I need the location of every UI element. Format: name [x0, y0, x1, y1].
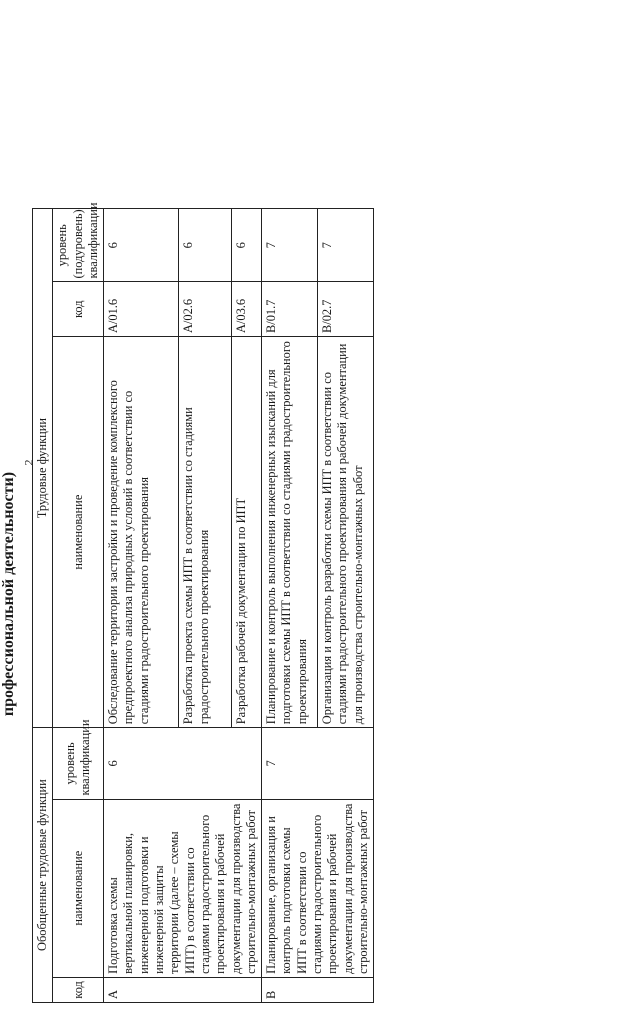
function-level: 7	[318, 209, 374, 282]
group-level: 6	[104, 728, 262, 799]
group-name: Подготовка схемы вертикальной планировки, инженерной подготовки и инженерной защиты территории (далее – схемы ИПТ) в соответствии со стадиями градостроительного проектирования и рабочей документации для производства строительно-монтажных работ	[104, 799, 262, 977]
function-name: Обследование территории застройки и проведение комплексного предпроектного анализа природных условий в соответствии со стадиями градостроительного проектирования	[104, 337, 179, 728]
header-lf-name: наименование	[53, 337, 104, 728]
function-code: В/01.7	[262, 282, 318, 337]
function-name: Разработка рабочей документации по ИПТ	[232, 337, 262, 728]
group-code: А	[104, 977, 262, 1002]
header-code: код	[53, 977, 104, 1002]
function-code: А/02.6	[179, 282, 232, 337]
group-level: 7	[262, 728, 374, 799]
header-labor: Трудовые функции	[33, 209, 53, 728]
function-code: А/03.6	[232, 282, 262, 337]
function-name: Организация и контроль разработки схемы ИПТ в соответствии со стадиями градостроительного проектирования и рабочей документации для производства строительно-монтажных работ	[318, 337, 374, 728]
function-level: 6	[232, 209, 262, 282]
header-qual-level: уровень квалификации	[53, 728, 104, 799]
group-name: Планирование, организация и контроль подготовки схемы ИПТ в соответствии со стадиями градостроительного проектирования и рабочей документации для производства строительно-монтажных работ	[262, 799, 374, 977]
function-name: Планирование и контроль выполнения инженерных изысканий для подготовки схемы ИПТ в соответствии со стадиями градостроительного проектирования	[262, 337, 318, 728]
functional-map-table	[32, 202, 374, 1003]
function-level: 6	[104, 209, 179, 282]
header-generalized: Обобщенные трудовые функции	[33, 728, 53, 1003]
page-number: 2	[21, 459, 36, 466]
table-row	[104, 209, 179, 1003]
function-level: 6	[179, 209, 232, 282]
section-title	[0, 179, 18, 1009]
group-code: В	[262, 977, 374, 1002]
function-name: Разработка проекта схемы ИПТ в соответствии со стадиями градостроительного проектирования	[179, 337, 232, 728]
header-lf-code: код	[53, 282, 104, 337]
rotated-page-content	[0, 179, 546, 1009]
header-name: наименование	[53, 799, 104, 977]
function-code: А/01.6	[104, 282, 179, 337]
table-row	[262, 209, 318, 1003]
header-sublevel: уровень (подуровень) квалификации	[53, 209, 104, 282]
function-code: В/02.7	[318, 282, 374, 337]
title-line-2: профессиональной деятельности)	[0, 471, 17, 717]
function-level: 7	[262, 209, 318, 282]
